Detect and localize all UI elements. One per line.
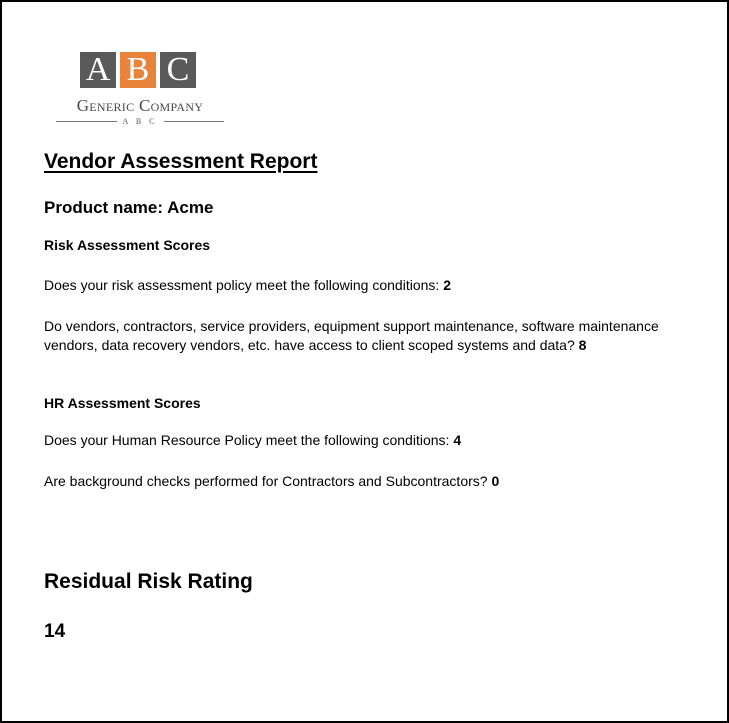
logo-letter-b: B	[120, 52, 156, 88]
logo-letter-a: A	[80, 52, 116, 88]
question-risk-policy	[44, 276, 684, 295]
question-score: 4	[453, 432, 462, 448]
residual-risk-value: 14	[44, 621, 66, 642]
question-score: 8	[578, 337, 587, 353]
logo-subline	[56, 117, 224, 126]
logo-letter-c: C	[160, 52, 196, 88]
question-text: Do vendors, contractors, service providers, equipment support maintenance, software maintenance vendors, data recovery vendors, etc. have access to client scoped systems and data?	[44, 318, 659, 353]
question-vendor-access	[44, 317, 684, 355]
question-score: 2	[443, 277, 451, 293]
product-name: Product name: Acme	[44, 198, 214, 217]
question-background-checks	[44, 472, 684, 491]
section-heading-hr: HR Assessment Scores	[44, 395, 201, 411]
logo-letter-boxes	[80, 52, 224, 88]
section-heading-risk: Risk Assessment Scores	[44, 237, 211, 253]
residual-risk-heading: Residual Risk Rating	[44, 570, 253, 593]
logo-sub-text: A B C	[122, 117, 158, 126]
company-logo	[56, 52, 224, 126]
question-text: Are background checks performed for Contractors and Subcontractors?	[44, 473, 488, 489]
report-title: Vendor Assessment Report	[44, 150, 318, 173]
logo-rule-right	[164, 121, 225, 122]
question-text: Does your Human Resource Policy meet the following conditions:	[44, 432, 450, 448]
question-text: Does your risk assessment policy meet the following conditions:	[44, 277, 440, 293]
question-hr-policy	[44, 431, 684, 450]
question-score: 0	[491, 473, 500, 489]
logo-rule-left	[56, 121, 117, 122]
logo-company-name: Generic Company	[76, 96, 204, 115]
